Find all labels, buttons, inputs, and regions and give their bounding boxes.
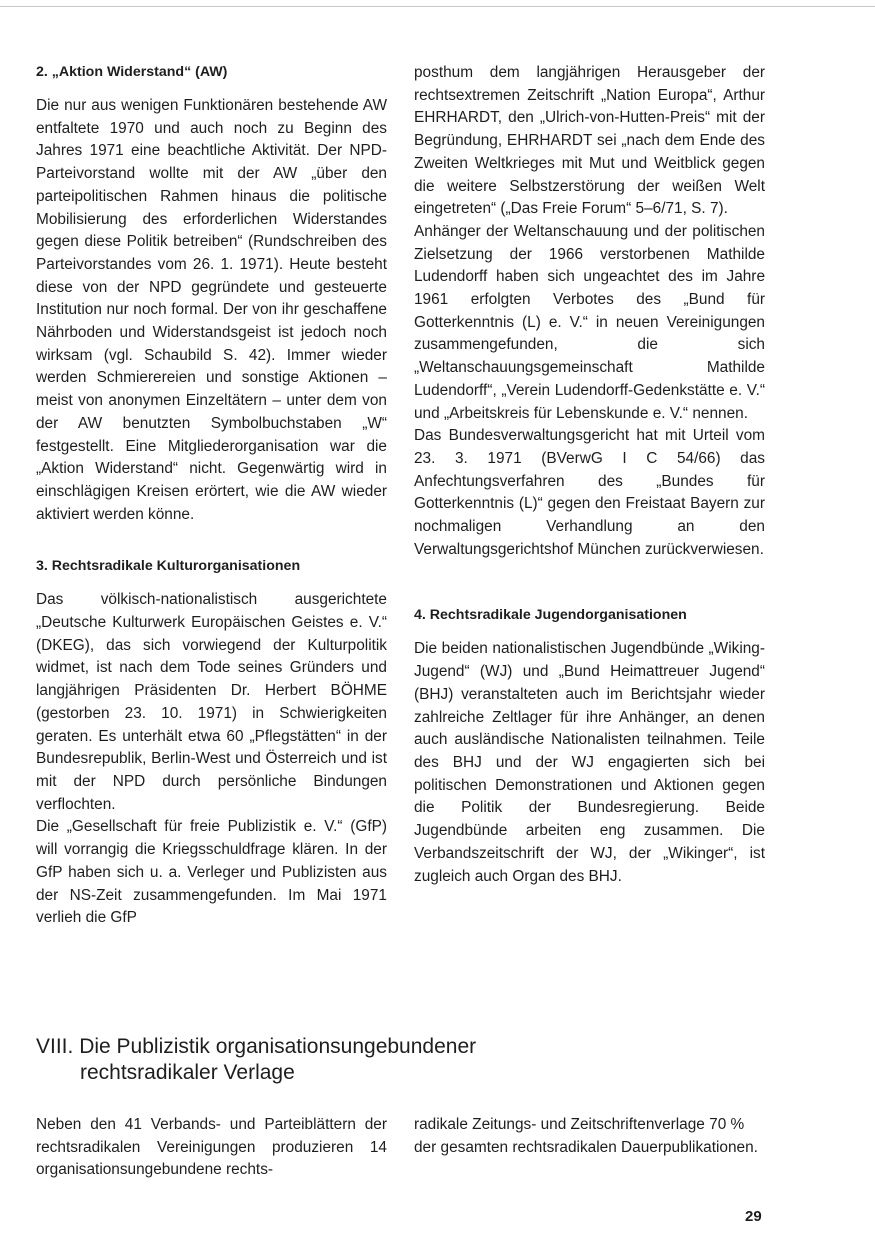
chapter-title-line-2: rechtsradikaler Verlage (80, 1061, 295, 1084)
section-4-heading: 4. Rechtsradikale Jugendorganisationen (414, 607, 687, 624)
chapter-heading (36, 1034, 836, 1086)
page-number: 29 (745, 1208, 762, 1225)
top-rule (0, 6, 875, 7)
right-paragraph-2: Anhänger der Weltanschauung und der politischen Zielsetzung der 1966 verstorbenen Mathilde Ludendorff haben sich ungeachtet des im Jahre 1961 erfolgten Verbotes des „Bund für Gotterkenntnis (L) e. V.“ in neuen Vereinigungen zusammengefunden, die sich „Weltanschauungsgemeinschaft Mathilde Ludendorff“, „Verein Ludendorff-Gedenkstätte e. V.“ und „Arbeitskreis für Lebenskunde e. V.“ nennen. (414, 222, 765, 422)
section-2-text: Die nur aus wenigen Funktionären bestehende AW entfaltete 1970 und auch noch zu Beginn des Jahres 1971 eine beachtliche Aktivität. Der NPD-Parteivorstand wollte mit der AW „über den parteipolitischen Rahmen hinaus die politische Mobilisierung des erforderlichen Widerstandes gegen diese Politik betreiben“ (Rundschreiben des Parteivorstandes vom 26. 1. 1971). Heute besteht diese von der NPD gegründete und gesteuerte Institution nur noch formal. Der von ihr geschaffene Nährboden und Widerstandsgeist ist jedoch noch wirksam (vgl. Schaubild S. 42). Immer wieder werden Schmierereien und sonstige Aktionen – meist von anonymen Einzeltätern – unter dem von der AW benutzten Symbolbuchstaben „W“ festgestellt. Eine Mitgliederorganisation war die „Aktion Widerstand“ nicht. Gegenwärtig wird in einschlägigen Kreisen erörtert, wie die AW wieder aktiviert werden könne. (36, 97, 387, 523)
right-column (414, 62, 765, 888)
chapter-paragraph-right: radikale Zeitungs- und Zeitschriftenverlage 70 % der gesamten rechtsradikalen Dauerpublikationen. (414, 1116, 758, 1156)
chapter-text-left (36, 1114, 387, 1182)
section-4-text: Die beiden nationalistischen Jugendbünde „Wiking-Jugend“ (WJ) und „Bund Heimattreuer Jugend“ (BHJ) veranstalteten auch im Berichtsjahr wieder zahlreiche Zeltlager für ihre Anhänger, an denen auch ausländische Nationalisten teilnahmen. Teile des BHJ und der WJ engagierten sich bei politischen Demonstrationen und Aktionen gegen die Politik der Bundesregierung. Beide Jugendbünde arbeiten eng zusammen. Die Verbandszeitschrift der WJ, der „Wikinger“, ist zugleich auch Organ des BHJ. (414, 640, 765, 885)
chapter-text-right (414, 1114, 765, 1159)
section-3-paragraph-1: Das völkisch-nationalistisch ausgerichtete „Deutsche Kulturwerk Europäischen Geistes e. V.“ (DKEG), das sich vorwiegend der Kulturpolitik widmet, ist nach dem Tode seines Gründers und langjährigen Präsidenten Dr. Herbert BÖHME (gestorben 23. 10. 1971) in Schwierigkeiten geraten. Es unterhält etwa 60 „Pflegstätten“ in der Bundesrepublik, Berlin-West und Österreich und ist mit der NPD durch persönliche Bindungen verflochten. (36, 591, 387, 813)
right-paragraph-3: Das Bundesverwaltungsgericht hat mit Urteil vom 23. 3. 1971 (BVerwG I C 54/66) das Anfechtungsverfahren des „Bundes für Gotterkenntnis (L)“ gegen den Freistaat Bayern zur nochmaligen Verhandlung an den Verwaltungsgerichtshof München zurückverwiesen. (414, 427, 765, 558)
chapter-paragraph-left: Neben den 41 Verbands- und Parteiblättern der rechtsradikalen Vereinigungen produzieren 14 organisationsungebundene rechts- (36, 1116, 387, 1179)
chapter-title-line-1: Die Publizistik organisationsungebundener (79, 1035, 477, 1058)
right-paragraph-1: posthum dem langjährigen Herausgeber der rechtsextremen Zeitschrift „Nation Europa“, Arthur EHRHARDT, den „Ulrich-von-Hutten-Preis“ mit der Begründung, EHRHARDT sei „nach dem Ende des Zweiten Weltkrieges mit Mut und Weitblick gegen die weitere Selbstzerstörung der weißen Welt eingetreten“ („Das Freie Forum“ 5–6/71, S. 7). (414, 64, 765, 218)
section-3-paragraph-2: Die „Gesellschaft für freie Publizistik e. V.“ (GfP) will vorrangig die Kriegsschuldfrage klären. In der GfP haben sich u. a. Verleger und Publizisten aus der NS-Zeit zusammengefunden. Im Mai 1971 verlieh die GfP (36, 818, 387, 927)
section-3-heading: 3. Rechtsradikale Kulturorganisationen (36, 558, 301, 575)
left-column (36, 62, 387, 930)
section-2-heading: 2. „Aktion Widerstand“ (AW) (36, 64, 228, 80)
chapter-number: VIII. (36, 1035, 74, 1058)
